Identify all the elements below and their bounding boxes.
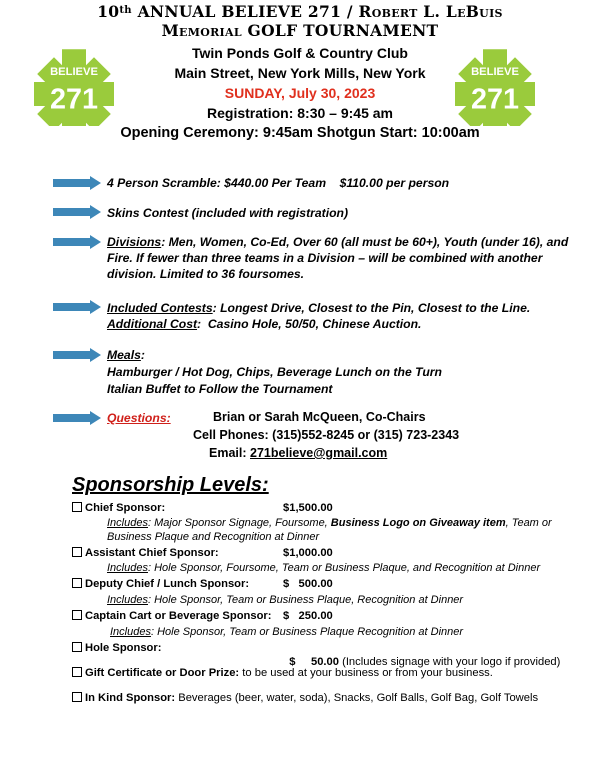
sponsor-price: $ 50.00 [289, 656, 339, 668]
divisions-text: : Men, Women, Co-Ed, Over 60 (all must be 60+), Youth (under 16), and Fire. If fewer than three teams in a Division – will be combined with another division. Limited to 36 foursomes. [107, 235, 569, 281]
tournament-title-line2: Memorial GOLF TOURNAMENT [161, 21, 439, 40]
sponsor-captain [72, 609, 272, 623]
questions-email-line [209, 446, 387, 460]
sponsor-gift [72, 666, 493, 680]
svg-text:BELIEVE: BELIEVE [471, 65, 519, 78]
questions-phones: Cell Phones: (315)552-8245 or (315) 723-2343 [193, 428, 460, 442]
meals-label: Meals [107, 348, 141, 362]
checkbox-icon [72, 578, 82, 588]
svg-text:271: 271 [470, 83, 520, 116]
title-ordinal-suffix: th [119, 5, 132, 16]
sponsor-deputy [72, 577, 249, 591]
sponsor-note: to be used at your business or from your business. [239, 667, 493, 679]
sponsor-hole [72, 641, 161, 655]
includes-bold: Business Logo on Giveaway item [330, 517, 506, 529]
checkbox-icon [72, 642, 82, 652]
sponsor-includes [107, 516, 552, 530]
arrow-icon [52, 411, 102, 425]
sponsor-price: $ 500.00 [283, 578, 333, 590]
included-contests [107, 300, 577, 316]
sponsor-in-kind [72, 691, 538, 705]
meals-heading [107, 347, 577, 363]
includes-text: : Hole Sponsor, Team or Business Plaque Recognition at Dinner [150, 626, 464, 638]
includes-text: : Hole Sponsor, Foursome, Team or Business Plaque, and Recognition at Dinner [147, 562, 541, 574]
registration-time: Registration: 8:30 – 9:45 am [207, 105, 393, 121]
event-date: SUNDAY, July 30, 2023 [224, 85, 376, 101]
meals-buffet: Italian Buffet to Follow the Tournament [107, 382, 333, 396]
sponsor-chief [72, 501, 165, 515]
event-schedule: Opening Ceremony: 9:45am Shotgun Start: 10:00am [120, 125, 480, 141]
additional-label: Additional Cost [107, 317, 198, 331]
questions-label: Questions: [107, 411, 171, 425]
includes-label: Includes [110, 626, 151, 638]
checkbox-icon [72, 502, 82, 512]
sponsorship-heading: Sponsorship Levels: [72, 474, 269, 496]
divisions-label: Divisions [107, 235, 162, 249]
included-label: Included Contests [107, 301, 213, 315]
includes-text: , Team or [505, 517, 552, 529]
email-link[interactable]: 271believe@gmail.com [250, 446, 388, 460]
sponsor-name: Assistant Chief Sponsor: [85, 547, 219, 559]
checkbox-icon [72, 547, 82, 557]
includes-label: Includes [107, 594, 148, 606]
venue-name: Twin Ponds Golf & Country Club [192, 45, 408, 61]
skins-contest: Skins Contest (included with registration) [107, 206, 349, 220]
svg-text:271: 271 [49, 83, 99, 116]
sponsor-name: Deputy Chief / Lunch Sponsor: [85, 578, 250, 590]
sponsor-price-line [283, 641, 560, 669]
sponsor-price: $1,500.00 [283, 502, 333, 514]
sponsor-name: Gift Certificate or Door Prize: [85, 667, 240, 679]
checkbox-icon [72, 667, 82, 677]
additional-cost [107, 316, 577, 332]
sponsor-includes [110, 625, 463, 639]
arrow-icon [52, 300, 102, 314]
sponsor-note: (Includes signage with your logo if provided) [338, 656, 561, 668]
divisions-info [107, 234, 577, 282]
arrow-icon [52, 176, 102, 190]
sponsor-includes [107, 561, 540, 575]
sponsor-name: Captain Cart or Beverage Sponsor: [85, 610, 272, 622]
arrow-icon [52, 205, 102, 219]
arrow-icon [52, 348, 102, 362]
sponsor-assistant [72, 546, 219, 560]
sponsor-price: $1,000.00 [283, 547, 333, 559]
meals-lunch: Hamburger / Hot Dog, Chips, Beverage Lunch on the Turn [107, 365, 442, 379]
includes-label: Includes [107, 517, 148, 529]
title-number: 10 [97, 2, 120, 21]
venue-address: Main Street, New York Mills, New York [174, 65, 426, 81]
email-label: Email: [209, 446, 250, 460]
svg-text:BELIEVE: BELIEVE [50, 65, 98, 78]
title-text: ANNUAL BELIEVE 271 / Robert L. LeBuis [131, 2, 503, 21]
additional-text: : Casino Hole, 50/50, Chinese Auction. [197, 317, 422, 331]
scramble-fee: 4 Person Scramble: $440.00 Per Team $110.00 per person [107, 176, 450, 190]
includes-text: : Major Sponsor Signage, Foursome, [147, 517, 331, 529]
sponsor-price: $ 250.00 [283, 610, 333, 622]
includes-text: : Hole Sponsor, Team or Business Plaque, Recognition at Dinner [147, 594, 464, 606]
included-text: : Longest Drive, Closest to the Pin, Closest to the Line. [212, 301, 531, 315]
sponsor-note: Beverages (beer, water, soda), Snacks, Golf Balls, Golf Bag, Golf Towels [175, 692, 539, 704]
checkbox-icon [72, 692, 82, 702]
tournament-title-line1 [0, 2, 600, 21]
checkbox-icon [72, 610, 82, 620]
meals-colon: : [140, 348, 145, 362]
sponsor-name: Hole Sponsor: [85, 642, 162, 654]
sponsor-name: In Kind Sponsor: [85, 692, 176, 704]
sponsor-name: Chief Sponsor: [85, 502, 166, 514]
questions-contacts: Brian or Sarah McQueen, Co-Chairs [213, 410, 426, 424]
arrow-icon [52, 235, 102, 249]
sponsor-includes-cont: Business Plaque and Recognition at Dinner [107, 531, 320, 543]
includes-label: Includes [107, 562, 148, 574]
sponsor-includes [107, 593, 463, 607]
